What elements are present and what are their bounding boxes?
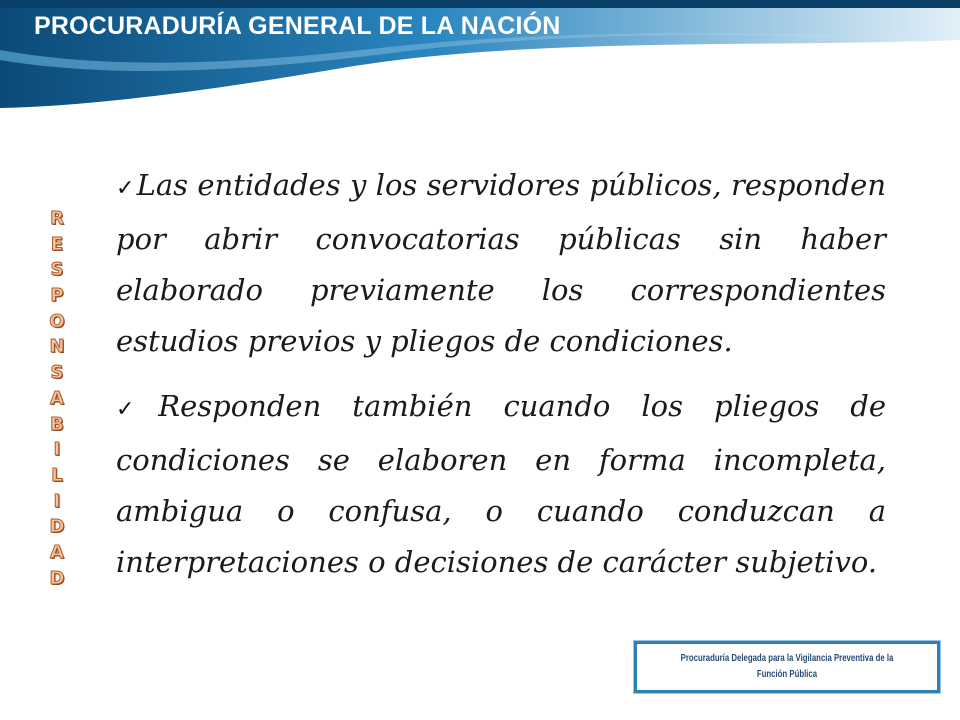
vertical-letter: S [50, 259, 64, 281]
vertical-letter: L [51, 464, 63, 486]
footer-text: Procuraduría Delegada para la Vigilancia Preventiva de la Función Pública [680, 653, 894, 680]
header-banner [0, 0, 960, 110]
vertical-responsabilidad-label [40, 206, 74, 591]
vertical-letter: S [50, 362, 64, 384]
footer-box [634, 641, 940, 693]
vertical-letter: A [50, 541, 64, 563]
vertical-letter: A [50, 387, 64, 409]
vertical-letter: D [49, 567, 65, 589]
vertical-letter: N [49, 336, 65, 358]
checkmark-icon: ✓ [116, 397, 157, 422]
bullet-text: Responden también cuando los pliegos de condiciones se elaboren en forma incompleta, ambigua o confusa, o cuando conduzcan a interpretaciones o decisiones de carácter subjetivo. [116, 389, 886, 579]
main-content [116, 160, 886, 602]
vertical-letter: I [53, 439, 61, 461]
vertical-letter: D [49, 516, 65, 538]
bullet-item [116, 381, 886, 588]
vertical-letter: P [50, 285, 64, 307]
vertical-letter: B [50, 413, 64, 435]
bullet-item [116, 160, 886, 367]
bullet-text: Las entidades y los servidores públicos, responden por abrir convocatorias públicas sin haber elaborado previamente los correspondientes estudios previos y pliegos de condiciones. [116, 168, 887, 358]
vertical-letter: R [50, 208, 64, 229]
checkmark-icon: ✓ [116, 176, 135, 201]
page-title: PROCURADURÍA GENERAL DE LA NACIÓN [34, 12, 561, 40]
vertical-letter: O [49, 310, 65, 332]
vertical-letter: I [53, 490, 61, 512]
vertical-letter: E [50, 233, 64, 255]
